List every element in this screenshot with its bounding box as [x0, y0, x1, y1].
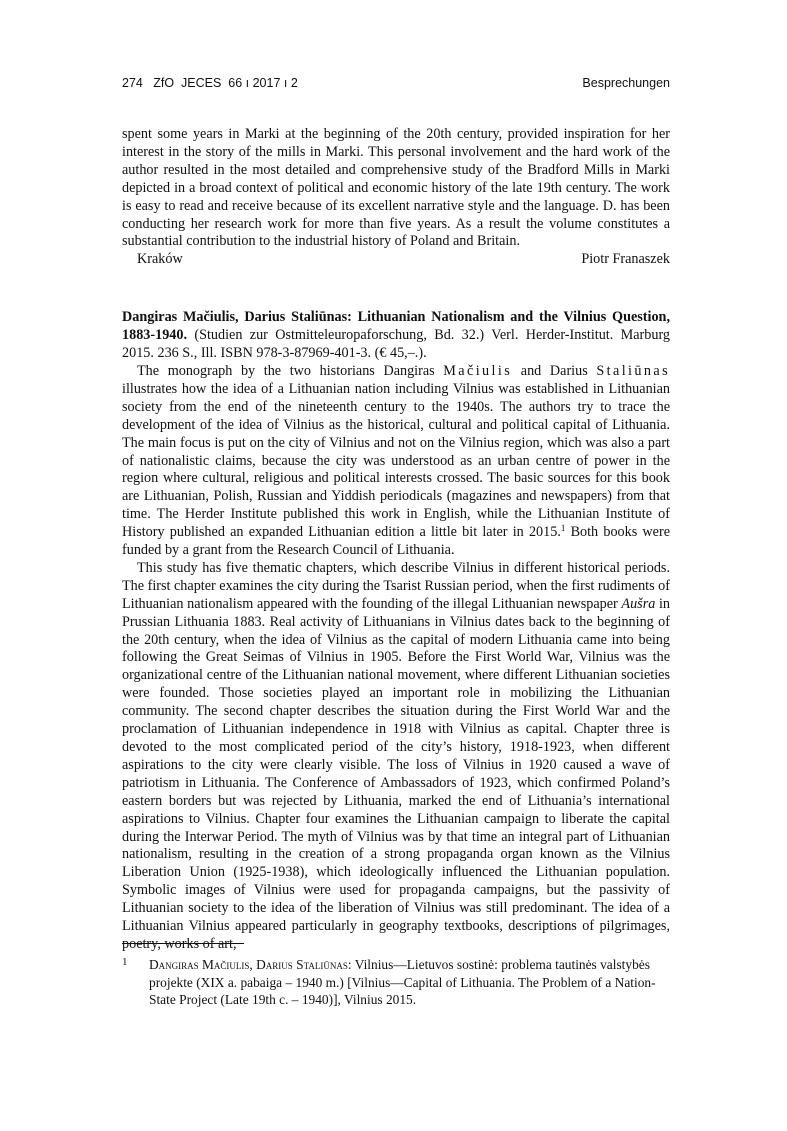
review-citation — [122, 309, 670, 363]
review-paragraph-2: This study has five thematic chapters, which describe Vilnius in different historical periods. The first chapter examines the city during the Tsarist Russian period, when the first rudiments of Lithuanian nationalism appeared with the founding of the illegal Lithuanian newspaper Aušra in Prussian Lithuania 1883. Real activity of Lithuanians in Vilnius dates back to the beginning of the 20th century, when the idea of Vilnius as the capital of modern Lithuania came into being following the Great Seimas of Vilnius in 1905. Before the First World War, Vilnius was the organizational centre of the Lithuanian national movement, where different Lithuanian societies were founded. Those societies played an important role in mobilizing the Lithuanian community. The second chapter describes the situation during the First World War and the proclamation of Lithuanian independence in 1918 with Vilnius as capital. Chapter three is devoted to the most complicated period of the city’s history, 1918-1923, when different aspirations to the city were clearly visible. The loss of Vilnius in 1920 caused a wave of patriotism in Lithuania. The Conference of Ambassadors of 1923, which confirmed Poland’s eastern borders but was rejected by Lithuania, marked the end of Lithuania’s international aspirations to Vilnius. Chapter four examines the Lithuanian campaign to liberate the capital during the Interwar Period. The myth of Vilnius was by that time an integral part of Lithuanian nationalism, resulting in the creation of a strong propaganda organ known as the Vilnius Liberation Union (1925-1938), which ideologically influenced the Lithuanian population. Symbolic images of Vilnius were used for propaganda campaigns, but the passivity of Lithuanian society to the idea of the liberation of Vilnius was still predominant. The idea of a Lithuanian Vilnius appeared particularly in geography textbooks, descriptions of pilgrimages, poetry, works of art, — [122, 559, 670, 952]
review-paragraph-1: The monograph by the two historians Dangiras Mačiulis and Darius Staliūnas illustrates how the idea of a Lithuanian nation including Vilnius was established in Lithuanian society from the end of the nineteenth century to the 1940s. The authors try to trace the development of the idea of Vilnius as the historical, cultural and political capital of Lithuania. The main focus is put on the city of Vilnius and not on the Vilnius region, which was also a part of nationalistic claims, because the city was understood as an urban centre of power in the region where cultural, religious and political interests crossed. The basic sources for this book are Lithuanian, Polish, Russian and Yiddish periodicals (magazines and newspapers) from that time. The Herder Institute published this work in English, while the Lithuanian Institute of History published an expanded Lithuanian edition a little bit later in 2015.$^1$ Both books were funded by a grant from the Research Council of Lithuania. — [122, 362, 670, 559]
author-surname-2: Staliūnas — [596, 362, 670, 379]
page-body — [122, 126, 670, 954]
prev-review-end: spent some years in Marki at the beginning of the 20th century, provided inspiration for her interest in the story of the mills in Marki. This personal involvement and the hard work of the author resulted in the most detailed and comprehensive study of the Bradford Mills in Marki depicted in a broad context of political and economic history of the late 19th century. The work is easy to read and receive because of its excellent narrative style and the language. D. has been conducting her research work for more than five years. As a result the volume constitutes a substantial contribution to the industrial history of Poland and Britain. — [122, 126, 670, 250]
author-surname-1: Mačiulis — [443, 362, 513, 379]
page-info: 274 ZfO JECES 66 ı 2017 ı 2 — [122, 76, 298, 90]
newspaper-title: Aušra — [621, 595, 656, 612]
review-title: Dangiras Mačiulis, Darius Staliūnas: Lithuanian Nationalism and the Vilnius Question, 1883-1940. — [122, 309, 670, 344]
running-header — [122, 76, 670, 92]
footnote-text: : Vilnius—Lietuvos sostinė: problema tautinės valstybės projekte (XIX a. pabaiga – 1940 m.) [Vilnius—Capital of Lithuania. The Problem of a Nation-State Project (Late 19th c. – 1940)], Vilnius 2015. — [149, 957, 656, 1007]
section-name: Besprechungen — [582, 76, 670, 90]
footnote-number: 1 — [122, 956, 128, 968]
reviewer-signature — [122, 251, 670, 269]
footnote-reference[interactable]: 1 — [560, 523, 566, 534]
footnote-separator — [122, 943, 244, 944]
reviewer-place: Kraków — [137, 251, 183, 268]
review-bibliographic-info: (Studien zur Ostmitteleuropaforschung, Bd. 32.) Verl. Herder-Institut. Marburg 2015. 236 S., Ill. ISBN 978-3-87969-401-3. (€ 45,–.). — [122, 327, 670, 362]
footnote-authors: Dangiras Mačiulis, Darius Staliūnas — [149, 957, 348, 972]
footnote-1 — [122, 956, 670, 1009]
reviewer-name: Piotr Franaszek — [581, 251, 670, 268]
